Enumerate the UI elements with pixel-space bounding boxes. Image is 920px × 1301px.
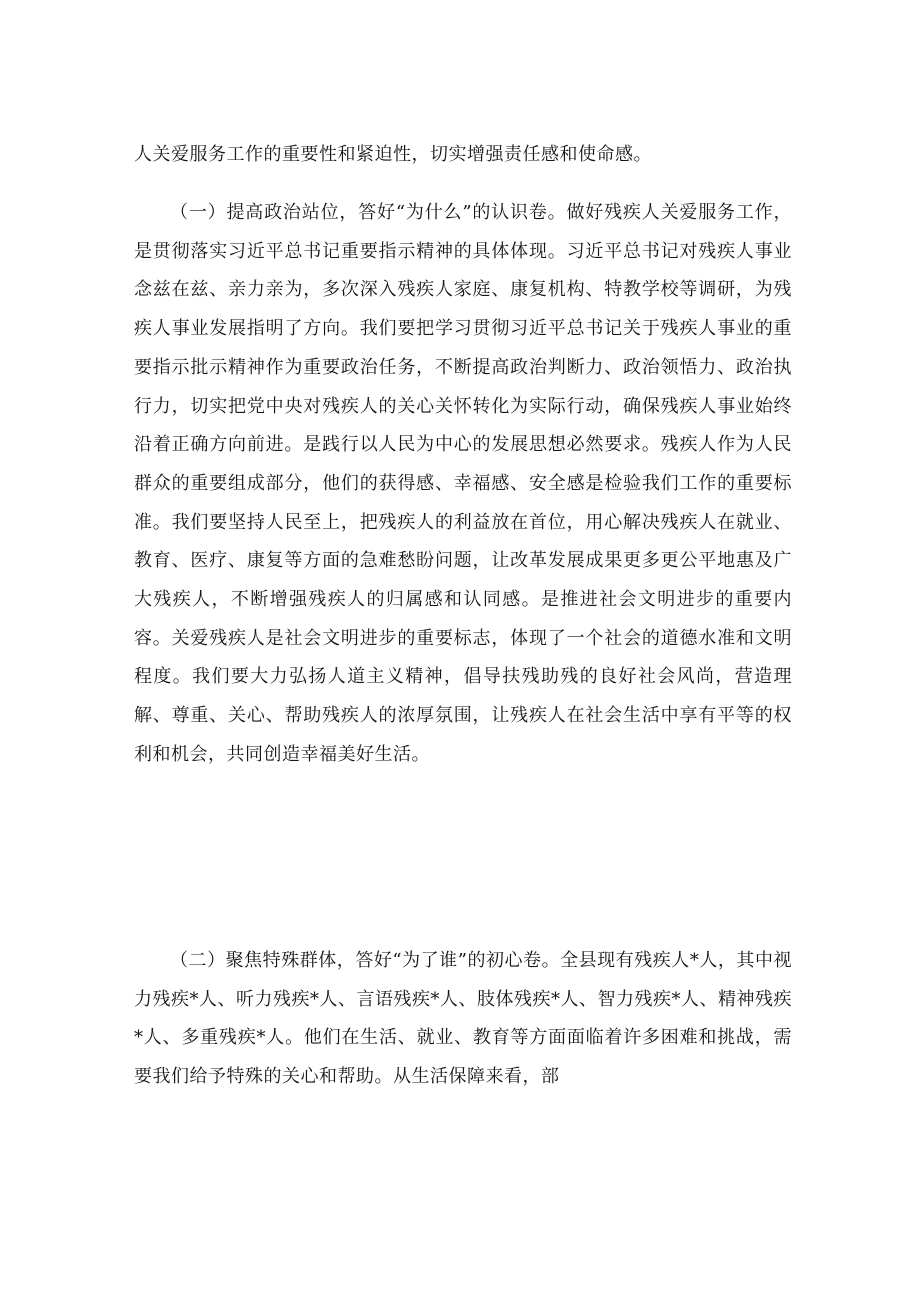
paragraph-section-one: （一）提高政治站位，答好“为什么”的认识卷。做好残疾人关爱服务工作，是贯彻落实习近平总书记重要指示精神的具体体现。习近平总书记对残疾人事业念兹在兹、亲力亲为，多次深入残疾人家庭、康复机构、特教学校等调研，为残疾人事业发展指明了方向。我们要把学习贯彻习近平总书记关于残疾人事业的重要指示批示精神作为重要政治任务，不断提高政治判断力、政治领悟力、政治执行力，切实把党中央对残疾人的关心关怀转化为实际行动，确保残疾人事业始终沿着正确方向前进。是践行以人民为中心的发展思想必然要求。残疾人作为人民群众的重要组成部分，他们的获得感、幸福感、安全感是检验我们工作的重要标准。我们要坚持人民至上，把残疾人的利益放在首位，用心解决残疾人在就业、教育、医疗、康复等方面的急难愁盼问题，让改革发展成果更多更公平地惠及广大残疾人，不断增强残疾人的归属感和认同感。是推进社会文明进步的重要内容。关爱残疾人是社会文明进步的重要标志，体现了一个社会的道德水准和文明程度。我们要大力弘扬人道主义精神，倡导扶残助残的良好社会风尚，营造理解、尊重、关心、帮助残疾人的浓厚氛围，让残疾人在社会生活中享有平等的权利和机会，共同创造幸福美好生活。 (134, 202, 792, 765)
paragraph-intro-tail: 人关爱服务工作的重要性和紧迫性，切实增强责任感和使命感。 (134, 144, 652, 165)
paragraph-section-two: （二）聚焦特殊群体，答好“为了谁”的初心卷。全县现有残疾人*人，其中视力残疾*人、听力残疾*人、言语残疾*人、肢体残疾*人、智力残疾*人、精神残疾*人、多重残疾*人。他们在生活、就业、教育等方面面临着许多困难和挑战，需要我们给予特殊的关心和帮助。从生活保障来看，部 (134, 950, 792, 1088)
